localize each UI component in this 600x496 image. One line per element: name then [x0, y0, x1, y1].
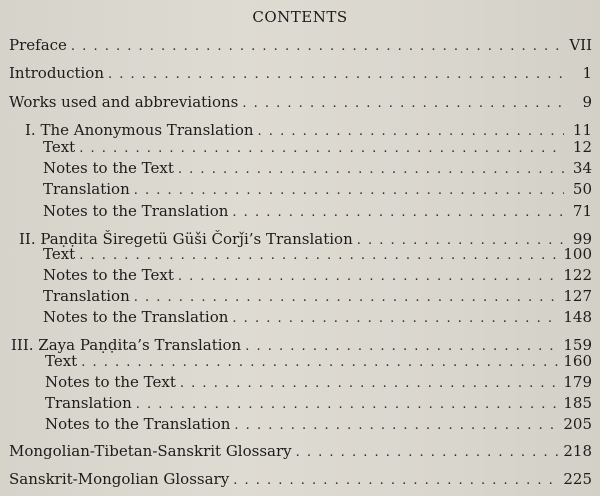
dot-leader: [232, 204, 564, 222]
dot-leader: [242, 95, 564, 113]
toc-section-1-notes-translation: [43, 202, 592, 222]
dot-leader: [180, 375, 559, 393]
toc-page-number: VII: [569, 36, 592, 54]
toc-section-1-notes-text: [43, 159, 592, 179]
toc-page-number: 218: [563, 442, 592, 460]
toc-page-number: 12: [572, 138, 592, 156]
toc-page-number: 205: [563, 415, 592, 433]
toc-entry-label: Notes to the Translation: [43, 202, 229, 220]
toc-page-number: 225: [563, 470, 592, 488]
toc-entry-label: Introduction: [9, 64, 104, 82]
dot-leader: [71, 38, 564, 56]
toc-page-number: 1: [582, 64, 592, 82]
dot-leader: [232, 310, 559, 328]
toc-page-number: 71: [572, 202, 592, 220]
toc-page-number: 148: [563, 308, 592, 326]
toc-section-2-translation: [43, 287, 592, 307]
toc-page-number: 122: [563, 266, 592, 284]
toc-entry-label: Translation: [45, 394, 132, 412]
toc-entry-label: Mongolian-Tibetan-Sanskrit Glossary: [9, 442, 292, 460]
toc-page-number: 160: [563, 352, 592, 370]
toc-section-2-notes-translation: [43, 308, 592, 328]
toc-section-3-notes-text: [45, 373, 592, 393]
toc-entry-works-used: [9, 93, 592, 113]
toc-entry-label: Text: [43, 245, 76, 263]
toc-entry-label: Notes to the Translation: [45, 415, 231, 433]
toc-section-2-text: [43, 245, 592, 265]
toc-entry-label: Text: [43, 138, 76, 156]
toc-entry-label: III. Zaya Paṇḍita’s Translation: [11, 336, 242, 354]
toc-entry-introduction: [9, 64, 592, 84]
toc-section-3-notes-translation: [45, 415, 592, 435]
toc-section-3-text: [45, 352, 592, 372]
dot-leader: [234, 417, 559, 435]
toc-page-number: 99: [572, 230, 592, 248]
dot-leader: [178, 161, 564, 179]
toc-entry-label: II. Paṇḍita Širegetü Güši Čorǰi’s Translation: [19, 230, 353, 248]
toc-section-1-translation: [43, 180, 592, 200]
toc-entry-label: I. The Anonymous Translation: [25, 121, 254, 139]
toc-page-number: 9: [582, 93, 592, 111]
toc-entry-label: Preface: [9, 36, 67, 54]
toc-entry-label: Works used and abbreviations: [9, 93, 239, 111]
toc-page-number: 100: [563, 245, 592, 263]
dot-leader: [79, 247, 559, 265]
toc-section-3-translation: [45, 394, 592, 414]
dot-leader: [136, 396, 560, 414]
toc-entry-label: Translation: [43, 287, 130, 305]
toc-entry-label: Notes to the Text: [43, 159, 174, 177]
toc-entry-sanskrit-glossary: [9, 470, 592, 490]
toc-page-number: 11: [572, 121, 592, 139]
toc-section-1-text: [43, 138, 592, 158]
toc-section-2-notes-text: [43, 266, 592, 286]
dot-leader: [108, 66, 564, 84]
toc-entry-label: Notes to the Text: [43, 266, 174, 284]
toc-page-number: 50: [572, 180, 592, 198]
toc-page-number: 179: [563, 373, 592, 391]
toc-entry-label: Notes to the Translation: [43, 308, 229, 326]
toc-entry-mongolian-glossary: [9, 442, 592, 462]
page-title: CONTENTS: [252, 8, 348, 26]
dot-leader: [134, 289, 560, 307]
toc-entry-label: Notes to the Text: [45, 373, 176, 391]
toc-page-number: 185: [563, 394, 592, 412]
dot-leader: [81, 354, 559, 372]
toc-entry-label: Text: [45, 352, 78, 370]
dot-leader: [178, 268, 559, 286]
toc-page-number: 127: [563, 287, 592, 305]
toc-entry-label: Translation: [43, 180, 130, 198]
toc-entry-label: Sanskrit-Mongolian Glossary: [9, 470, 230, 488]
toc-entry-preface: [9, 36, 592, 56]
toc-page-number: 159: [563, 336, 592, 354]
dot-leader: [296, 444, 560, 462]
dot-leader: [79, 140, 564, 158]
toc-page-number: 34: [572, 159, 592, 177]
dot-leader: [233, 472, 559, 490]
dot-leader: [134, 182, 564, 200]
